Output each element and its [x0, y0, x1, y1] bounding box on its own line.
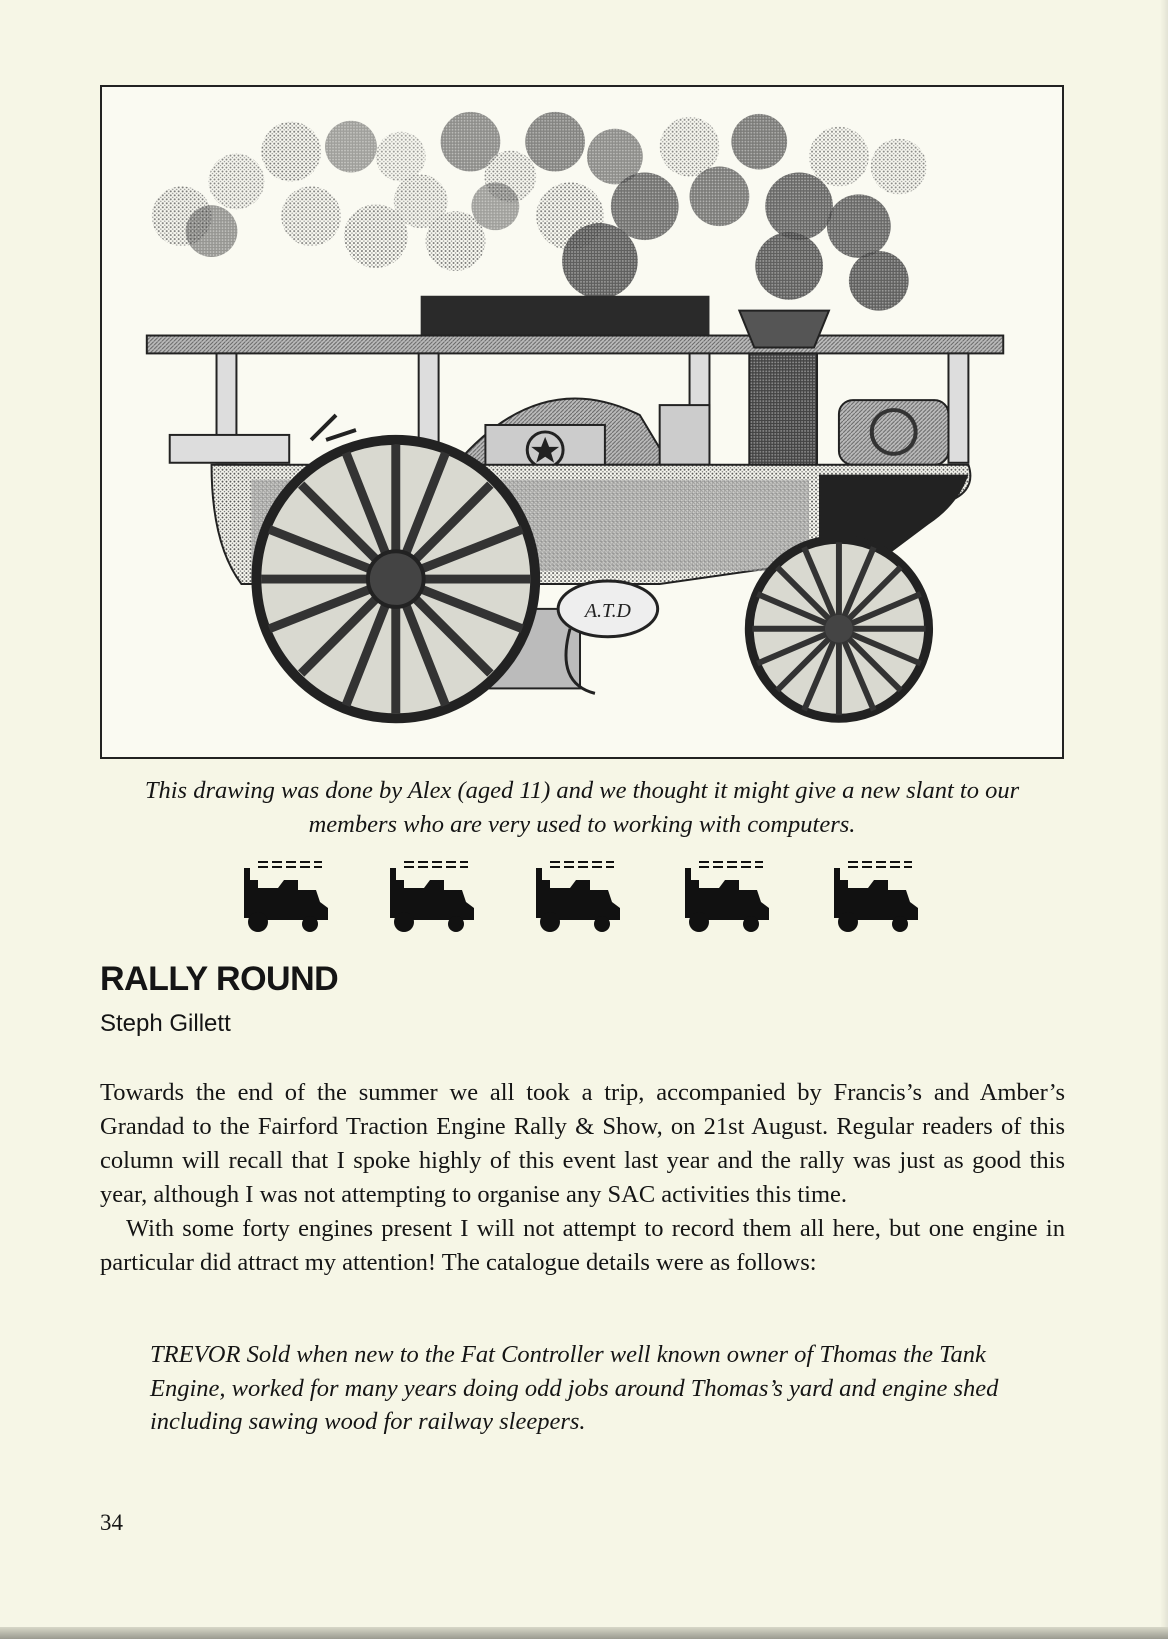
page-number: 34	[100, 1510, 123, 1535]
traction-engine-icon	[530, 858, 624, 934]
article-title: RALLY ROUND	[100, 960, 339, 998]
rear-wheel	[256, 440, 535, 718]
catalogue-quote: TREVOR Sold when new to the Fat Controller well known owner of Thomas the Tank Engine, worked for many years doing odd jobs around Thomas’s yard and engine shed including sawing wood for railway sleepers.	[150, 1341, 999, 1435]
traction-engine-icon	[828, 858, 922, 934]
traction-engine-drawing	[102, 87, 1062, 757]
article-author: Steph Gillett	[100, 1010, 231, 1037]
article-paragraph: With some forty engines present I will not attempt to record them all here, but one engine in particular did attract my attention! The catalogue details were as follows:	[100, 1215, 1065, 1276]
traction-engine-icon	[384, 858, 478, 934]
traction-engine-icon	[679, 858, 773, 934]
smoke-clouds	[152, 112, 927, 311]
page-shadow	[1160, 0, 1168, 1639]
divider-row	[238, 858, 938, 934]
plate-text: A.T.D	[584, 599, 631, 622]
article-body	[100, 1076, 1065, 1280]
engine-illustration	[100, 85, 1064, 759]
article-paragraph: Towards the end of the summer we all took a trip, accompanied by Francis’s and Amber’s Grandad to the Fairford Traction Engine Rally & Show, on 21st August. Regular readers of this column will recall that I spoke highly of this event last year and the rally was just as good this year, although I was not attempting to organise any SAC activities this time.	[100, 1079, 1065, 1208]
front-wheel	[749, 539, 928, 718]
traction-engine-icon	[238, 858, 332, 934]
figure-caption: This drawing was done by Alex (aged 11) and we thought it might give a new slant to our members who are very used to working with computers.	[144, 777, 1020, 838]
page-edge	[0, 1627, 1168, 1639]
